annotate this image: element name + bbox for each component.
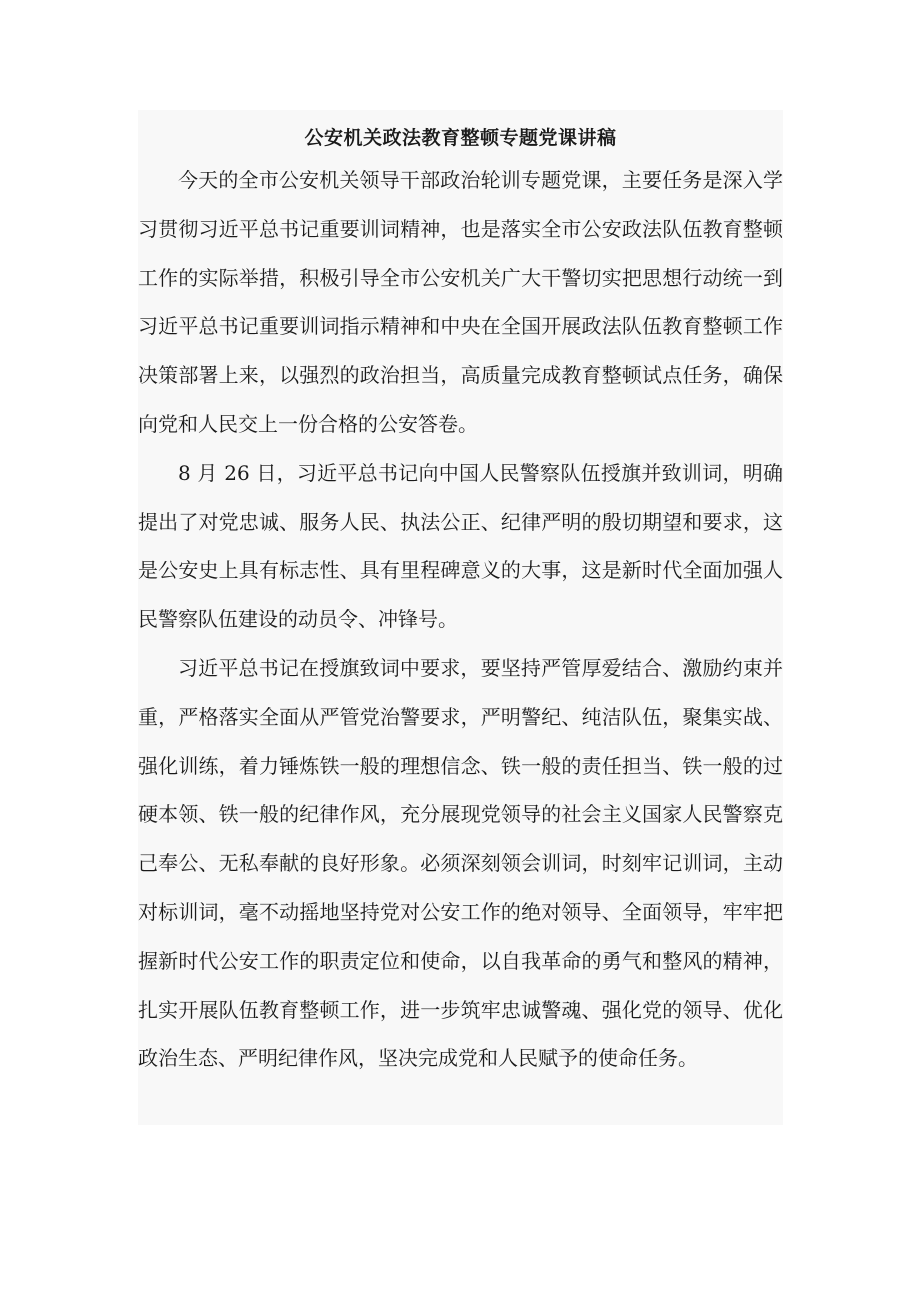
paragraph-3: 习近平总书记在授旗致词中要求，要坚持严管厚爱结合、激励约束并重，严格落实全面从严管党治警要求，严明警纪、纯洁队伍，聚集实战、强化训练，着力锤炼铁一般的理想信念、铁一般的责任担当、铁一般的过硬本领、铁一般的纪律作风，充分展现党领导的社会主义国家人民警察克己奉公、无私奉献的良好形象。必须深刻领会训词，时刻牢记训词，主动对标训词，毫不动摇地坚持党对公安工作的绝对领导、全面领导，牢牢把握新时代公安工作的职责定位和使命，以自我革命的勇气和整风的精神，扎实开展队伍教育整顿工作，进一步筑牢忠诚警魂、强化党的领导、优化政治生态、严明纪律作风，坚决完成党和人民赋予的使命任务。 [138, 655, 783, 1071]
document-page [138, 110, 783, 1125]
paragraph-2: 8 月 26 日，习近平总书记向中国人民警察队伍授旗并致训词，明确提出了对党忠诚、服务人民、执法公正、纪律严明的殷切期望和要求，这是公安史上具有标志性、具有里程碑意义的大事，这是新时代全面加强人民警察队伍建设的动员令、冲锋号。 [138, 460, 783, 632]
document-title: 公安机关政法教育整顿专题党课讲稿 [304, 127, 617, 149]
paragraph-1: 今天的全市公安机关领导干部政治轮训专题党课，主要任务是深入学习贯彻习近平总书记重要训词精神，也是落实全市公安政法队伍教育整顿工作的实际举措，积极引导全市公安机关广大干警切实把思想行动统一到习近平总书记重要训词指示精神和中央在全国开展政法队伍教育整顿工作决策部署上来，以强烈的政治担当，高质量完成教育整顿试点任务，确保向党和人民交上一份合格的公安答卷。 [138, 168, 783, 436]
